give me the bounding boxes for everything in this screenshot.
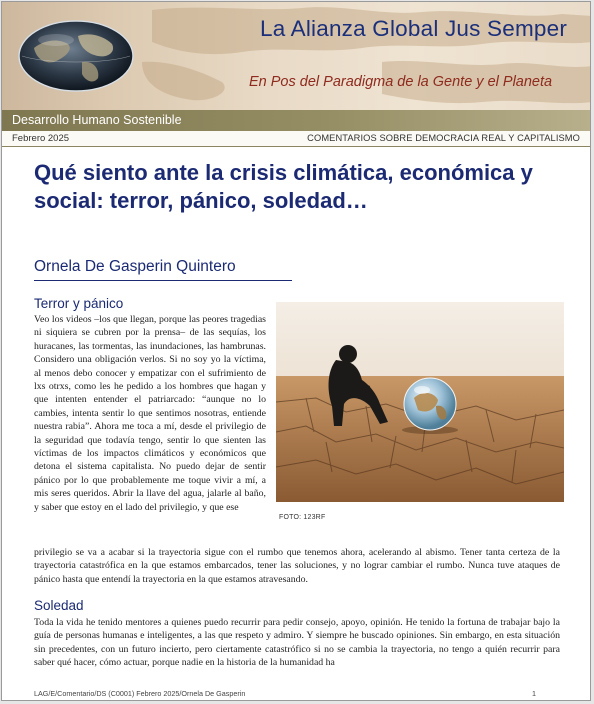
photo-credit: FOTO: 123RF (279, 514, 326, 521)
footer-reference: LAG/E/Comentario/DS (C0001) Febrero 2025/Ornela De Gasperin (34, 689, 246, 698)
page-number: 1 (532, 689, 536, 698)
body-paragraph-wrapped: Veo los videos –los que llegan, porque las peores tragedias ni siquiera se cubren por la prensa– de las sequías, los huracanes, las tormentas, las inundaciones, las hambrunas. Considero una obligación verlos. Si no soy yo la víctima, al menos debo conocer y empatizar con el sufrimiento de lxs otrxs, como les he pedido a los hombres que hagan y que intenten entender el patriarcado: “aunque no lo cambies, intenta sentir lo que sentimos nosotras, entiende nuestra rabia”. Ahora me toca a mí, desde el privilegio de la seguridad que todavía tengo, sentir lo que sienten las víctimas de los impactos climáticos y económicos que detona el sistema capitalista. No puedo dejar de sentir pánico por lo que probablemente me toque vivir a mí, a mis seres queridos. Abrir la llave del agua, jalarle al baño, y saber que estoy en el lado del privilegio, y que ese (34, 314, 266, 513)
section-heading-terror: Terror y pánico (34, 296, 124, 311)
author-underline (34, 280, 292, 281)
author-name: Ornela De Gasperin Quintero (34, 258, 236, 275)
article-photo (276, 302, 564, 502)
issue-date: Febrero 2025 (12, 133, 70, 144)
globe-logo-icon (16, 18, 136, 94)
document-page (1, 1, 591, 701)
site-title: La Alianza Global Jus Semper (260, 16, 568, 41)
body-paragraph-full: privilegio se va a acabar si la trayectoria sigue con el rumbo que tenemos ahora, acelerando al abismo. Tener tanta certeza de la trayectoria catastrófica en la que estamos embarcados, tener las soluciones, y no lograr cambiar el rumbo. Nunca tuve ataques de pánico hasta que entendí la trayectoria en la que estamos atravesando. (34, 547, 560, 585)
section-label: COMENTARIOS SOBRE DEMOCRACIA REAL Y CAPITALISMO (307, 133, 580, 143)
body-paragraph-soledad: Toda la vida he tenido mentores a quienes puedo recurrir para pedir consejo, apoyo, opinión. He tenido la fortuna de trabajar bajo la guía de personas humanas e inteligentes, a las que respeto y admiro. Y siempre he buscado opiniones. Sin embargo, en esta situación sin precedentes, con un futuro incierto, pero ciertamente catastrófico si no se cambia la trayectoria, no tengo a quién recurrir para saber qué hacer, cómo actuar, porque nadie en la historia de la humanidad ha (34, 617, 560, 669)
series-label: Desarrollo Humano Sostenible (12, 113, 182, 127)
site-banner (2, 2, 591, 110)
meta-row (2, 131, 591, 147)
article-title: Qué siento ante la crisis climática, económica y social: terror, pánico, soledad… (34, 160, 533, 213)
site-subtitle: En Pos del Paradigma de la Gente y el Planeta (249, 74, 553, 90)
section-heading-soledad: Soledad (34, 598, 84, 613)
series-band (2, 110, 591, 131)
